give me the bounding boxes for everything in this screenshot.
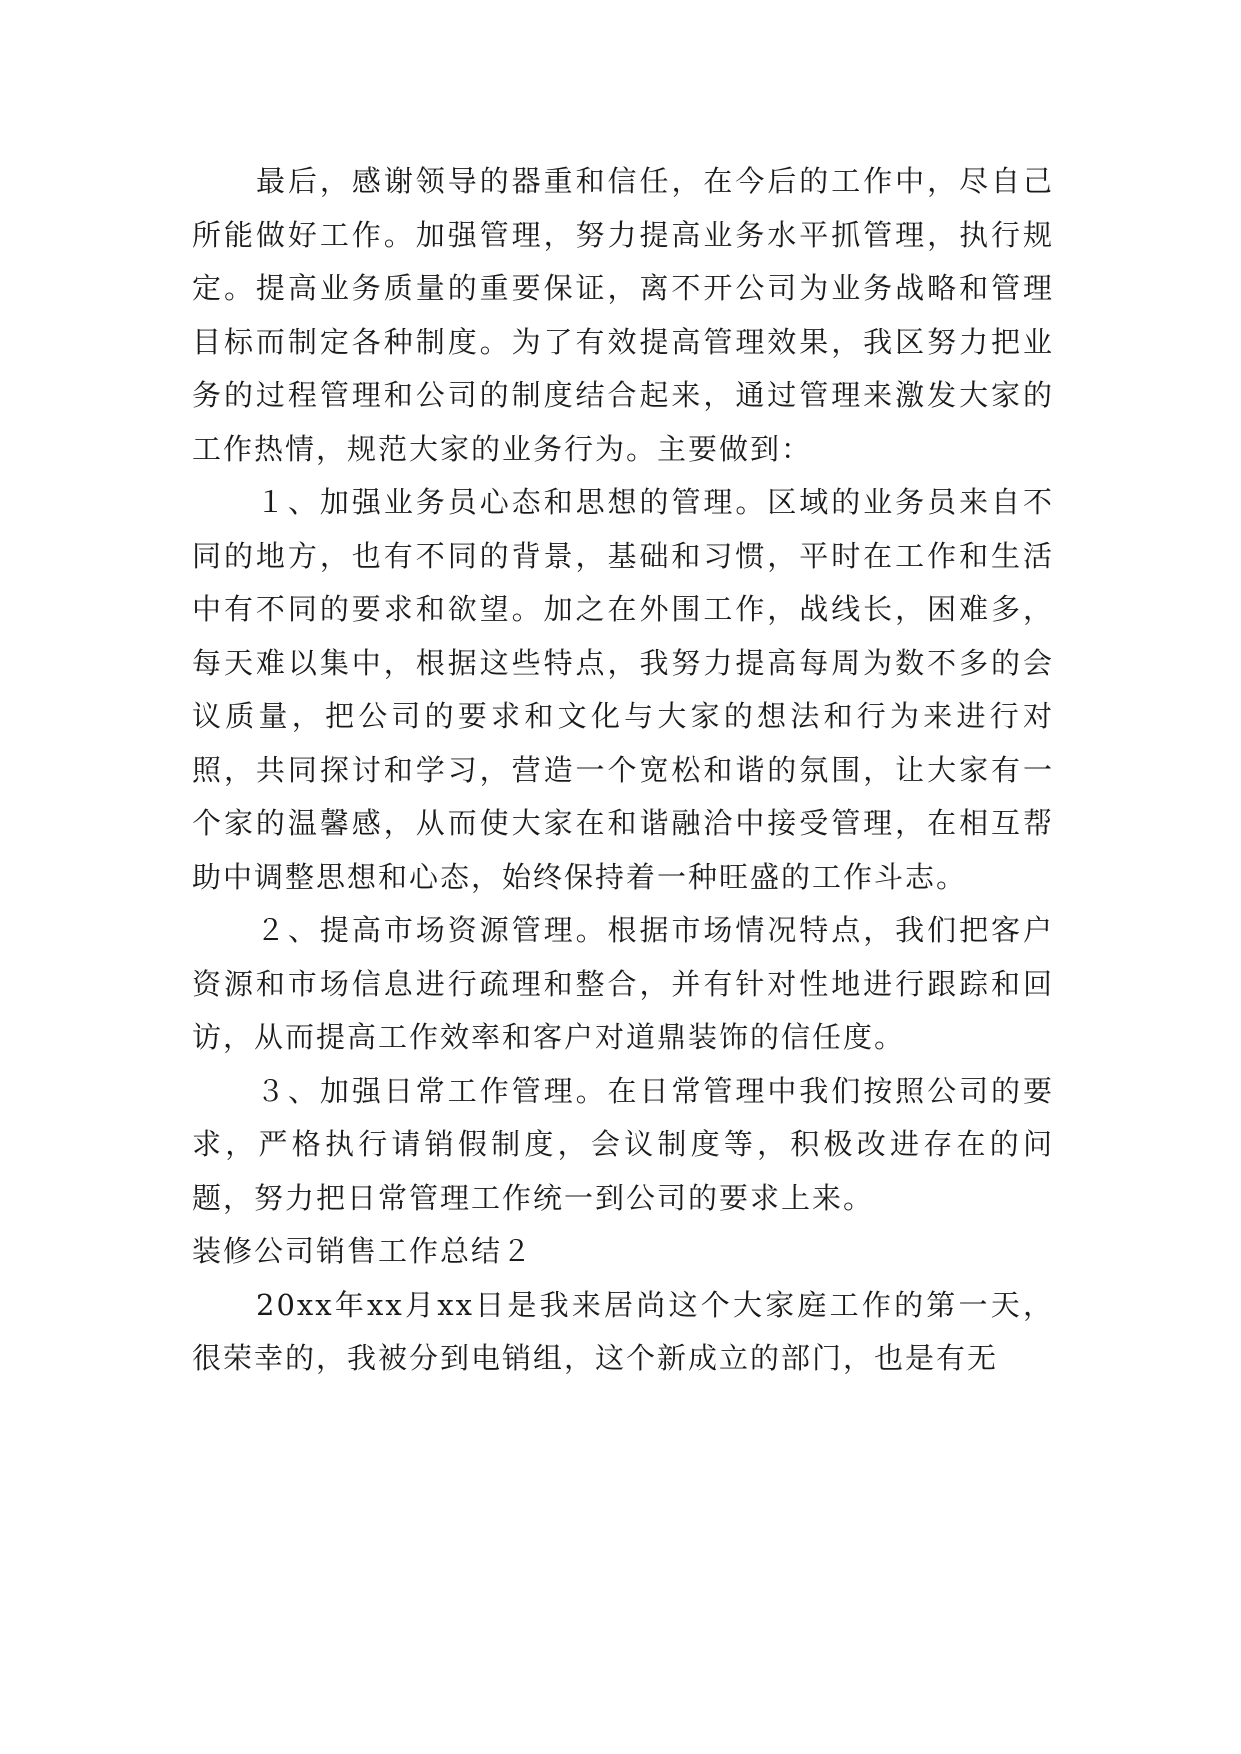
paragraph-item-2: ２、提高市场资源管理。根据市场情况特点，我们把客户资源和市场信息进行疏理和整合，并有针对性地进行跟踪和回访，从而提高工作效率和客户对道鼎装饰的信任度。: [192, 913, 1054, 1054]
paragraph-item-1: １、加强业务员心态和思想的管理。区域的业务员来自不同的地方，也有不同的背景，基础和习惯，平时在工作和生活中有不同的要求和欲望。加之在外围工作，战线长，困难多，每天难以集中，根据这些特点，我努力提高每周为数不多的会议质量，把公司的要求和文化与大家的想法和行为来进行对照，共同探讨和学习，营造一个宽松和谐的氛围，让大家有一个家的温馨感，从而使大家在和谐融洽中接受管理，在相互帮助中调整思想和心态，始终保持着一种旺盛的工作斗志。: [192, 485, 1054, 894]
section-heading: 装修公司销售工作总结２: [192, 1234, 534, 1268]
paragraph-intro-2: 20xx年xx月xx日是我来居尚这个大家庭工作的第一天，很荣幸的，我被分到电销组，这个新成立的部门，也是有无: [192, 1287, 1054, 1375]
paragraph-closing-thanks: 最后，感谢领导的器重和信任，在今后的工作中，尽自己所能做好工作。加强管理，努力提高业务水平抓管理，执行规定。提高业务质量的重要保证，离不开公司为业务战略和管理目标而制定各种制度。为了有效提高管理效果，我区努力把业务的过程管理和公司的制度结合起来，通过管理来激发大家的工作热情，规范大家的业务行为。主要做到：: [192, 164, 1054, 466]
document-body: [192, 155, 1054, 1386]
paragraph-item-3: ３、加强日常工作管理。在日常管理中我们按照公司的要求，严格执行请销假制度，会议制度等，积极改进存在的问题，努力把日常管理工作统一到公司的要求上来。: [192, 1073, 1054, 1215]
